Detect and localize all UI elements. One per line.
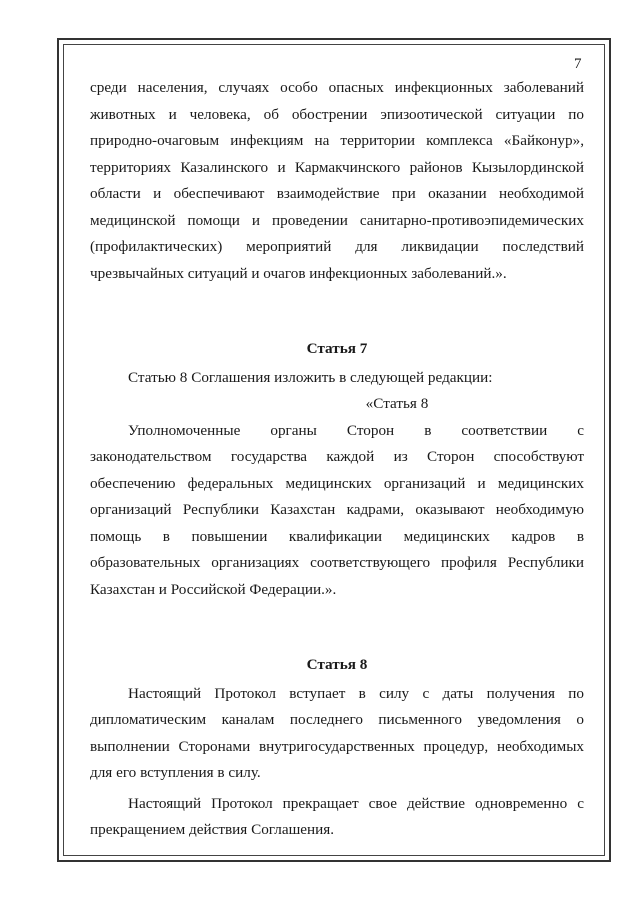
article-7-heading: Статья 7 xyxy=(306,340,368,357)
text-line: животных и человека, об обострении эпизоотической ситуации по xyxy=(90,105,584,123)
article-7-quoted-paragraph xyxy=(90,418,584,604)
text-line: среди населения, случаях особо опасных инфекционных заболеваний xyxy=(90,79,584,96)
text-line: законодательством государства каждой из Сторон способствуют xyxy=(90,448,584,465)
article-7-intro xyxy=(90,365,584,392)
article-8-paragraph-1 xyxy=(90,681,584,787)
text-line: (профилактических) мероприятий для ликвидации последствий xyxy=(90,238,584,255)
text-line: организаций Республики Казахстан кадрами, оказывают необходимую xyxy=(90,501,584,518)
text-line: области и обеспечивают взаимодействие при оказании необходимой xyxy=(90,185,584,202)
text-line: чрезвычайных ситуаций и очагов инфекционных заболеваний.». xyxy=(90,264,507,282)
text-line: помощь в повышении квалификации медицинских кадров в xyxy=(90,527,584,545)
text-line: природно-очаговым инфекциям на территории комплекса «Байконур», xyxy=(90,132,584,149)
text-line: Статью 8 Соглашения изложить в следующей редакции: xyxy=(128,368,493,386)
page-number: 7 xyxy=(574,56,582,72)
text-line: территориях Казалинского и Кармакчинского районов Кызылординской xyxy=(90,158,584,176)
article-8-heading: Статья 8 xyxy=(306,656,368,673)
text-line: медицинской помощи и проведении санитарно-противоэпидемических xyxy=(90,211,584,229)
text-line: образовательных организациях соответствующего профиля Республики xyxy=(90,554,584,571)
paragraph-continuation xyxy=(90,75,584,287)
text-line: Настоящий Протокол вступает в силу с даты получения по xyxy=(128,684,584,702)
text-line: выполнении Сторонами внутригосударственных процедур, необходимых xyxy=(90,737,584,755)
text-line: дипломатическим каналам последнего письменного уведомления о xyxy=(90,711,584,728)
text-line: для его вступления в силу. xyxy=(90,764,261,781)
text-line: прекращением действия Соглашения. xyxy=(90,821,335,838)
quoted-article-title: «Статья 8 xyxy=(365,395,429,412)
text-line: Настоящий Протокол прекращает свое действие одновременно с xyxy=(128,794,584,812)
text-line: Казахстан и Российской Федерации.». xyxy=(90,580,337,598)
text-line: Уполномоченные органы Сторон в соответствии с xyxy=(128,421,584,439)
text-line: обеспечению федеральных медицинских организаций и медицинских xyxy=(90,474,584,492)
article-8-paragraph-2 xyxy=(90,791,584,844)
document-body xyxy=(90,75,584,844)
